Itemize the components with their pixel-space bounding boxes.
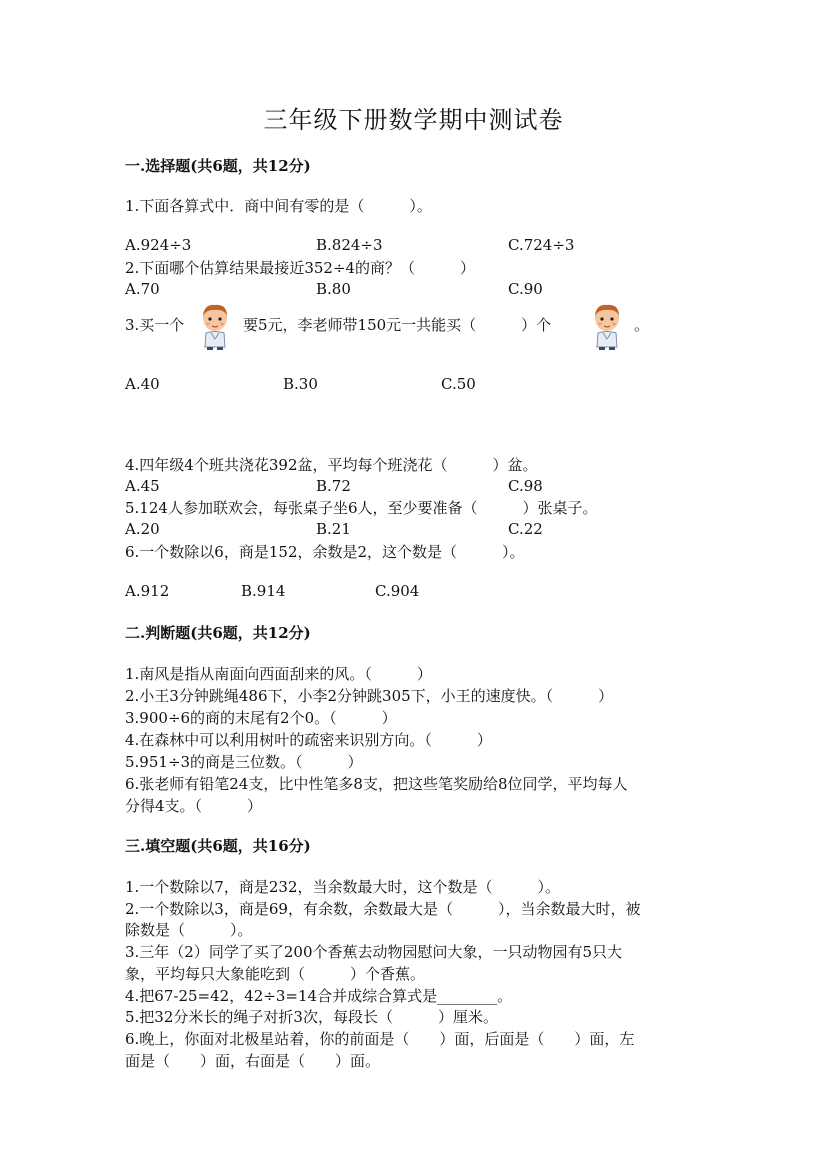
s3-q5: 5.把32分米长的绳子对折3次，每段长（ ）厘米。: [125, 1008, 498, 1026]
s2-q4: 4.在森林中可以利用树叶的疏密来识别方向。（ ）: [125, 731, 492, 749]
s1-q6-option-a: A.912: [125, 582, 170, 600]
s3-q4: 4.把67-25=42，42÷3=14合并成综合算式是________。: [125, 987, 513, 1005]
s1-q6-option-c: C.904: [375, 582, 420, 600]
s3-q3-line2: 象，平均每只大象能吃到（ ）个香蕉。: [125, 965, 426, 983]
s1-q2-text: 2.下面哪个估算结果最接近352÷4的商？（ ）: [125, 259, 476, 277]
s1-q3-option-b: B.30: [283, 375, 318, 393]
s1-q2-option-c: C.90: [508, 280, 543, 298]
cartoon-boy-icon: [198, 303, 232, 351]
s1-q1-option-c: C.724÷3: [508, 236, 575, 254]
s3-q3-line1: 3.三年（2）同学了买了200个香蕉去动物园慰问大象，一只动物园有5只大: [125, 943, 623, 961]
s1-q4-option-b: B.72: [316, 477, 351, 495]
s3-q1: 1.一个数除以7，商是232，当余数最大时，这个数是（ ）。: [125, 878, 560, 896]
s1-q6-text: 6.一个数除以6，商是152，余数是2，这个数是（ ）。: [125, 543, 525, 561]
s1-q5-option-c: C.22: [508, 520, 543, 538]
s2-q6-line2: 分得4支。（ ）: [125, 797, 263, 815]
s1-q6-option-b: B.914: [241, 582, 286, 600]
s1-q2-option-a: A.70: [125, 280, 160, 298]
s3-q6-line2: 面是（ ）面，右面是（ ）面。: [125, 1052, 381, 1070]
s1-q2-option-b: B.80: [316, 280, 351, 298]
cartoon-boy-icon: [590, 303, 624, 351]
s1-q1-text: 1.下面各算式中．商中间有零的是（ ）。: [125, 197, 432, 215]
s1-q4-option-c: C.98: [508, 477, 543, 495]
s3-q2-line1: 2.一个数除以3，商是69，有余数，余数最大是（ ），当余数最大时，被: [125, 900, 641, 918]
s1-q3-option-c: C.50: [441, 375, 476, 393]
s1-q3-text-part1: 3.买一个: [125, 316, 185, 334]
s1-q4-option-a: A.45: [125, 477, 160, 495]
s1-q4-text: 4.四年级4个班共浇花392盆，平均每个班浇花（ ）盆。: [125, 456, 538, 474]
s2-q2: 2.小王3分钟跳绳486下，小李2分钟跳305下，小王的速度快。（ ）: [125, 687, 614, 705]
s2-q1: 1.南风是指从南面向西面刮来的风。（ ）: [125, 665, 432, 683]
s1-q5-option-a: A.20: [125, 520, 160, 538]
s2-q6-line1: 6.张老师有铅笔24支，比中性笔多8支，把这些笔奖励给8位同学，平均每人: [125, 775, 628, 793]
section-1-heading: 一.选择题(共6题，共12分): [125, 157, 311, 175]
s1-q5-option-b: B.21: [316, 520, 351, 538]
s1-q1-option-a: A.924÷3: [125, 236, 192, 254]
section-2-heading: 二.判断题(共6题，共12分): [125, 624, 311, 642]
s2-q3: 3.900÷6的商的末尾有2个0。（ ）: [125, 709, 397, 727]
s2-q5: 5.951÷3的商是三位数。（ ）: [125, 753, 363, 771]
s3-q6-line1: 6.晚上，你面对北极星站着，你的前面是（ ）面，后面是（ ）面，左: [125, 1030, 635, 1048]
s1-q3-option-a: A.40: [125, 375, 160, 393]
section-3-heading: 三.填空题(共6题，共16分): [125, 837, 311, 855]
s1-q5-text: 5.124人参加联欢会，每张桌子坐6人，至少要准备（ ）张桌子。: [125, 499, 598, 517]
s3-q2-line2: 除数是（ ）。: [125, 921, 253, 939]
page-title: 三年级下册数学期中测试卷: [263, 106, 564, 134]
s1-q1-option-b: B.824÷3: [316, 236, 383, 254]
s1-q3-text-part2: 要5元，李老师带150元一共能买（ ）个: [243, 316, 552, 334]
s1-q3-text-part3: 。: [634, 316, 650, 334]
